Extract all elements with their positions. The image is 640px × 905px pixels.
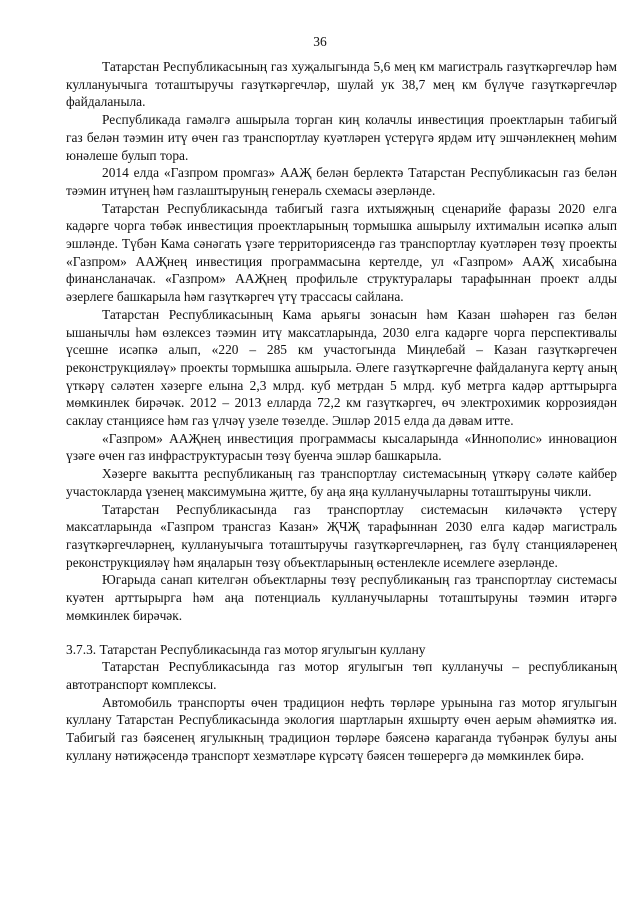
paragraph: Югарыда санап кителгән объектларны төзү республиканың газ транспортлау системасы куәтен арттырырга һәм аңа потенциаль кулланучыларны тоташтыруны тәэмин итәргә мөмкинлек бирәчәк. (66, 572, 617, 623)
section-heading: 3.7.3. Татарстан Республикасында газ мотор ягулыгын куллану (66, 641, 426, 657)
paragraph: Хәзерге вакытта республиканың газ транспортлау системасының үткәрү сәләте кайбер участокларда үзенең максимумына җитте, бу аңа яңа кулланучыларны тоташтыруны чикли. (66, 466, 617, 499)
paragraph: Автомобиль транспорты өчен традицион нефть төрләре урынына газ мотор ягулыгын куллану Татарстан Республикасында экология шартларын яхшырту өчен аерым әһәмияткә ия. Табигый газ бәясенең ягулыкның традицион төрләре бәясенә карагандa түбәнрәк булуы аны куллану нәтиҗәсендә транспорт хезмәтләре күрсәтү бәясен төшерергә дә мөмкинлек бирә. (66, 694, 617, 763)
paragraph: Татарстан Республикасының газ хуҗалыгында 5,6 мең км магистраль газүткәргечләр һәм куллануычыга тоташтыручы газүткәргечләр, шулай ук 38,7 мең км бүлүче газүткәргечләр файдаланыла. (66, 59, 617, 110)
paragraph: Татарстан Республикасында газ транспортлау системасын киләчәктә үстерү максатларында «Газпром трансгаз Казан» ҖЧҖ тарафыннан 2030 елга кадәр магистраль газүткәргечләрнең, куллануычыга тоташтыручы газүткәргечләрнең, газ бүлү станцияләренең реконструкцияләү һәм яңаларын төзү объектларының өстенлекле исемлеге әзерләнде. (66, 501, 617, 570)
page-number: 36 (313, 34, 327, 49)
paragraph: Татарстан Республикасында табигый газга ихтыяҗның сценарийе фаразы 2020 елга кадәрге чорга төбәк инвестиция проектларының тормышка ашырылу ихтималын исәпкә алып эшләнде. Түбән Кама сәнәгать үзәге территориясендә газ транспортлау куәтләрен төзү проекты «Газпром» ААҖнең инвестиция программасына кертелде, ул «Газпром» ААҖ хисабына финансланачак. «Газпром» ААҖнең профильле структуралары тарафыннан проект алды әзерлеге башкарыла һәм газүткәргеч үтү трассасы сайлана. (66, 200, 617, 305)
paragraph: 2014 елда «Газпром промгаз» ААҖ белән берлектә Татарстан Республикасын газ белән тәэмин итүнең һәм газлаштыруның генераль схемасы әзерләнде. (66, 165, 617, 198)
document-body (66, 58, 617, 764)
paragraph: Татарстан Республикасында газ мотор ягулыгын төп кулланучы – республиканың автотранспорт комплексы. (66, 659, 617, 692)
paragraph: Татарстан Республикасының Кама арьягы зонасын һәм Казан шәһәрен газ белән ышанычлы һәм өзлексез тәэмин итү максатларында, 2030 елга кадәрге чорга перспективалы үсешне исәпкә алып, «220 – 285 км участогында Миңлебай – Казан газүткәргечен реконструкцияләү» проекты тормышка ашырыла. Әлеге газүткәргечне файдалануга кертү аның үткәрү сәләтен хәзерге елына 2,3 млрд. куб метрдан 5 млрд. куб метрга кадәр арттырырга мөмкинлек бирәчәк. 2012 – 2013 елларда 72,2 км газүткәргеч, өч электрохимик коррозиядән саклау станциясе һәм газ үлчәү узеле төзелде. Эшләр 2015 елда да дәвам итте. (66, 306, 617, 429)
paragraph: «Газпром» ААҖнең инвестиция программасы кысаларында «Иннополис» инновацион үзәге өчен газ инфраструктурасын төзү буенча эшләр башкарыла. (66, 430, 617, 464)
paragraph: Республикада гамәлгә ашырыла торган киң колачлы инвестиция проектларын табигый газ белән тәэмин итү өчен газ транспортлау куәтләрен үстерүгә ярдәм итү эшчәнлекнең мөһим юнәлеше булып тора. (66, 112, 617, 163)
